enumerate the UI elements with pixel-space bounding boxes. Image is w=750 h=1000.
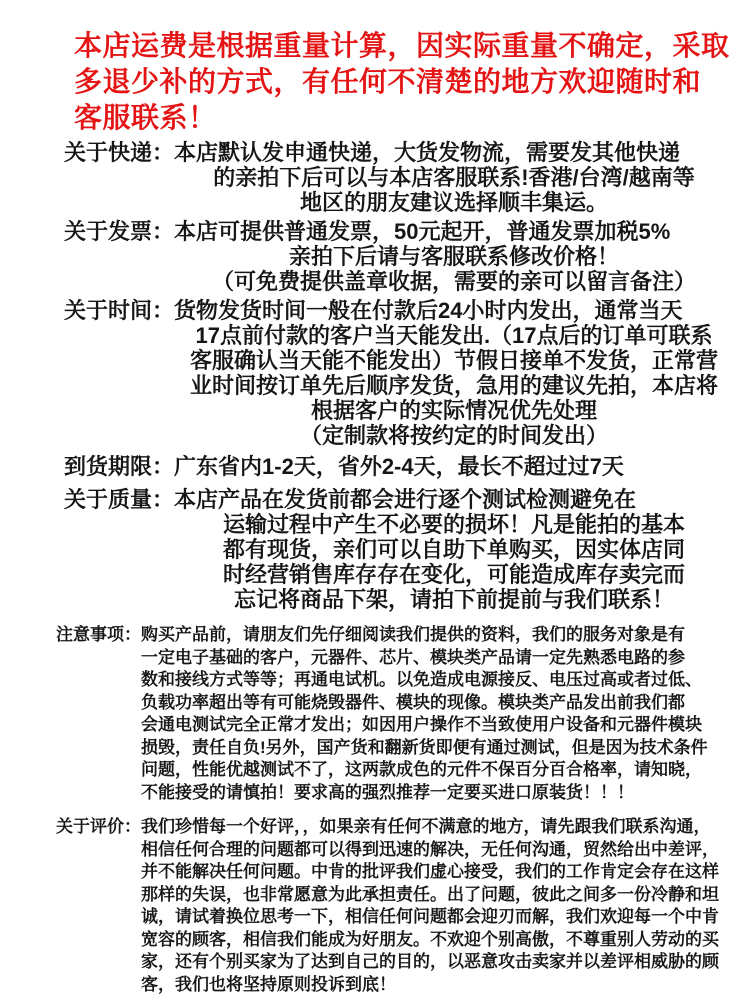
text-line: 多退少补的方式，有任何不清楚的地方欢迎随时和 xyxy=(74,66,702,97)
section-express-content xyxy=(174,140,734,215)
text-line: 亲拍下后请与客服联系修改价格！ xyxy=(289,244,620,269)
section-delivery xyxy=(64,454,734,479)
section-delivery-label: 到货期限： xyxy=(64,454,175,479)
section-time-content xyxy=(174,298,734,448)
section-delivery-content xyxy=(174,454,734,479)
section-review-label: 关于评价： xyxy=(56,817,141,836)
text-line: （定制款将按约定的时间发出） xyxy=(300,423,609,448)
shipping-fee-alert xyxy=(74,28,732,136)
text-line: 广东省内1-2天，省外2-4天，最长不超过过7天 xyxy=(174,454,624,479)
text-line: 那样的失误，也非常愿意为此承担责任。出了问题，彼此之间多一份冷静和坦 xyxy=(141,884,719,904)
text-line: 并不能解决任何问题。中肯的批评我们虚心接受，我们的工作肯定会存在这样 xyxy=(141,862,719,881)
text-line: （可免费提供盖章收据，需要的亲可以留言备注） xyxy=(212,269,697,294)
text-line: 本店运费是根据重量计算，因实际重量不确定，采取 xyxy=(74,30,730,61)
text-line: 相信任何合理的问题都可以得到迅速的解决，无任何沟通，贸然给出中差评， xyxy=(141,839,719,859)
text-line: 数和接线方式等等；再通电试机。以免造成电源接反、电压过高或者过低、 xyxy=(141,670,702,689)
text-line: 负载功率超出等有可能烧毁器件、模块的现像。模块类产品发出前我们都 xyxy=(141,692,685,712)
text-line: 业时间按订单先后顺序发货，急用的建议先拍，本店将 xyxy=(190,373,719,398)
section-notice-label: 注意事项： xyxy=(56,625,141,644)
section-invoice xyxy=(64,219,734,294)
section-notice-content xyxy=(141,624,736,804)
text-line: 宽容的顾客，相信我们能成为好朋友。不欢迎个别高傲，不尊重别人劳动的买 xyxy=(141,929,719,949)
text-line: 客，我们也将坚持原则投诉到底！ xyxy=(141,974,396,994)
text-line: 忘记将商品下架，请拍下前提前与我们联系！ xyxy=(234,587,675,612)
text-line: 购买产品前，请朋友们先仔细阅读我们提供的资料，我们的服务对象是有 xyxy=(141,625,685,644)
text-line: 诚，请试着换位思考一下，相信任何问题都会迎刃而解，我们欢迎每一个中肯 xyxy=(141,907,719,926)
section-time-label: 关于时间： xyxy=(64,298,175,323)
text-line: 的亲拍下后可以与本店客服联系!香港/台湾/越南等 xyxy=(213,165,695,190)
text-line: 我们珍惜每一个好评，，如果亲有任何不满意的地方，请先跟我们联系沟通， xyxy=(141,817,711,836)
text-line: 本店可提供普通发票，50元起开，普通发票加税5% xyxy=(174,219,671,244)
section-notice xyxy=(56,624,736,804)
text-line: 根据客户的实际情况优先处理 xyxy=(311,398,598,423)
text-line: 本店产品在发货前都会进行逐个测试检测避免在 xyxy=(174,487,637,512)
section-quality-label: 关于质量： xyxy=(64,487,175,512)
section-review-content xyxy=(141,816,736,996)
section-review xyxy=(56,816,736,996)
section-quality-content xyxy=(174,487,734,612)
section-invoice-label: 关于发票： xyxy=(64,219,175,244)
text-line: 运输过程中产生不必要的损坏！凡是能拍的基本 xyxy=(223,512,686,537)
text-line: 损毁，责任自负!另外，国产货和翻新货即便有通过测试，但是因为技术条件 xyxy=(141,737,708,757)
text-line: 一定电子基础的客户，元器件、芯片、模块类产品请一定先熟悉电路的参 xyxy=(141,647,685,667)
section-quality xyxy=(64,487,734,612)
section-invoice-content xyxy=(174,219,734,294)
text-line: 本店默认发申通快递，大货发物流，需要发其他快递 xyxy=(174,140,681,165)
text-line: 家，还有个别买家为了达到自己的目的，以恶意攻击卖家并以差评相威胁的顾 xyxy=(141,952,719,971)
section-express-label: 关于快递： xyxy=(64,140,175,165)
text-line: 不能接受的请慎拍！要求高的强烈推荐一定要买进口原装货！！！ xyxy=(141,782,634,802)
text-line: 17点前付款的客户当天能发出.（17点后的订单可联系 xyxy=(195,323,713,348)
text-line: 都有现货，亲们可以自助下单购买，因实体店同 xyxy=(223,537,686,562)
text-line: 客服联系！ xyxy=(74,102,217,133)
section-time xyxy=(64,298,734,448)
text-line: 会通电测试完全正常才发出；如因用户操作不当致使用户设备和元器件模块 xyxy=(141,715,702,734)
text-line: 货物发货时间一般在付款后24小时内发出，通常当天 xyxy=(174,298,683,323)
text-line: 时经营销售库存存在变化，可能造成库存卖完而 xyxy=(223,562,686,587)
text-line: 地区的朋友建议选择顺丰集运。 xyxy=(300,190,609,215)
text-line: 问题，性能优越测试不了，这两款成色的元件不保百分百合格率，请知晓， xyxy=(141,760,702,779)
text-line: 客服确认当天能不能发出）节假日接单不发货，正常营 xyxy=(190,348,719,373)
section-express xyxy=(64,140,734,215)
